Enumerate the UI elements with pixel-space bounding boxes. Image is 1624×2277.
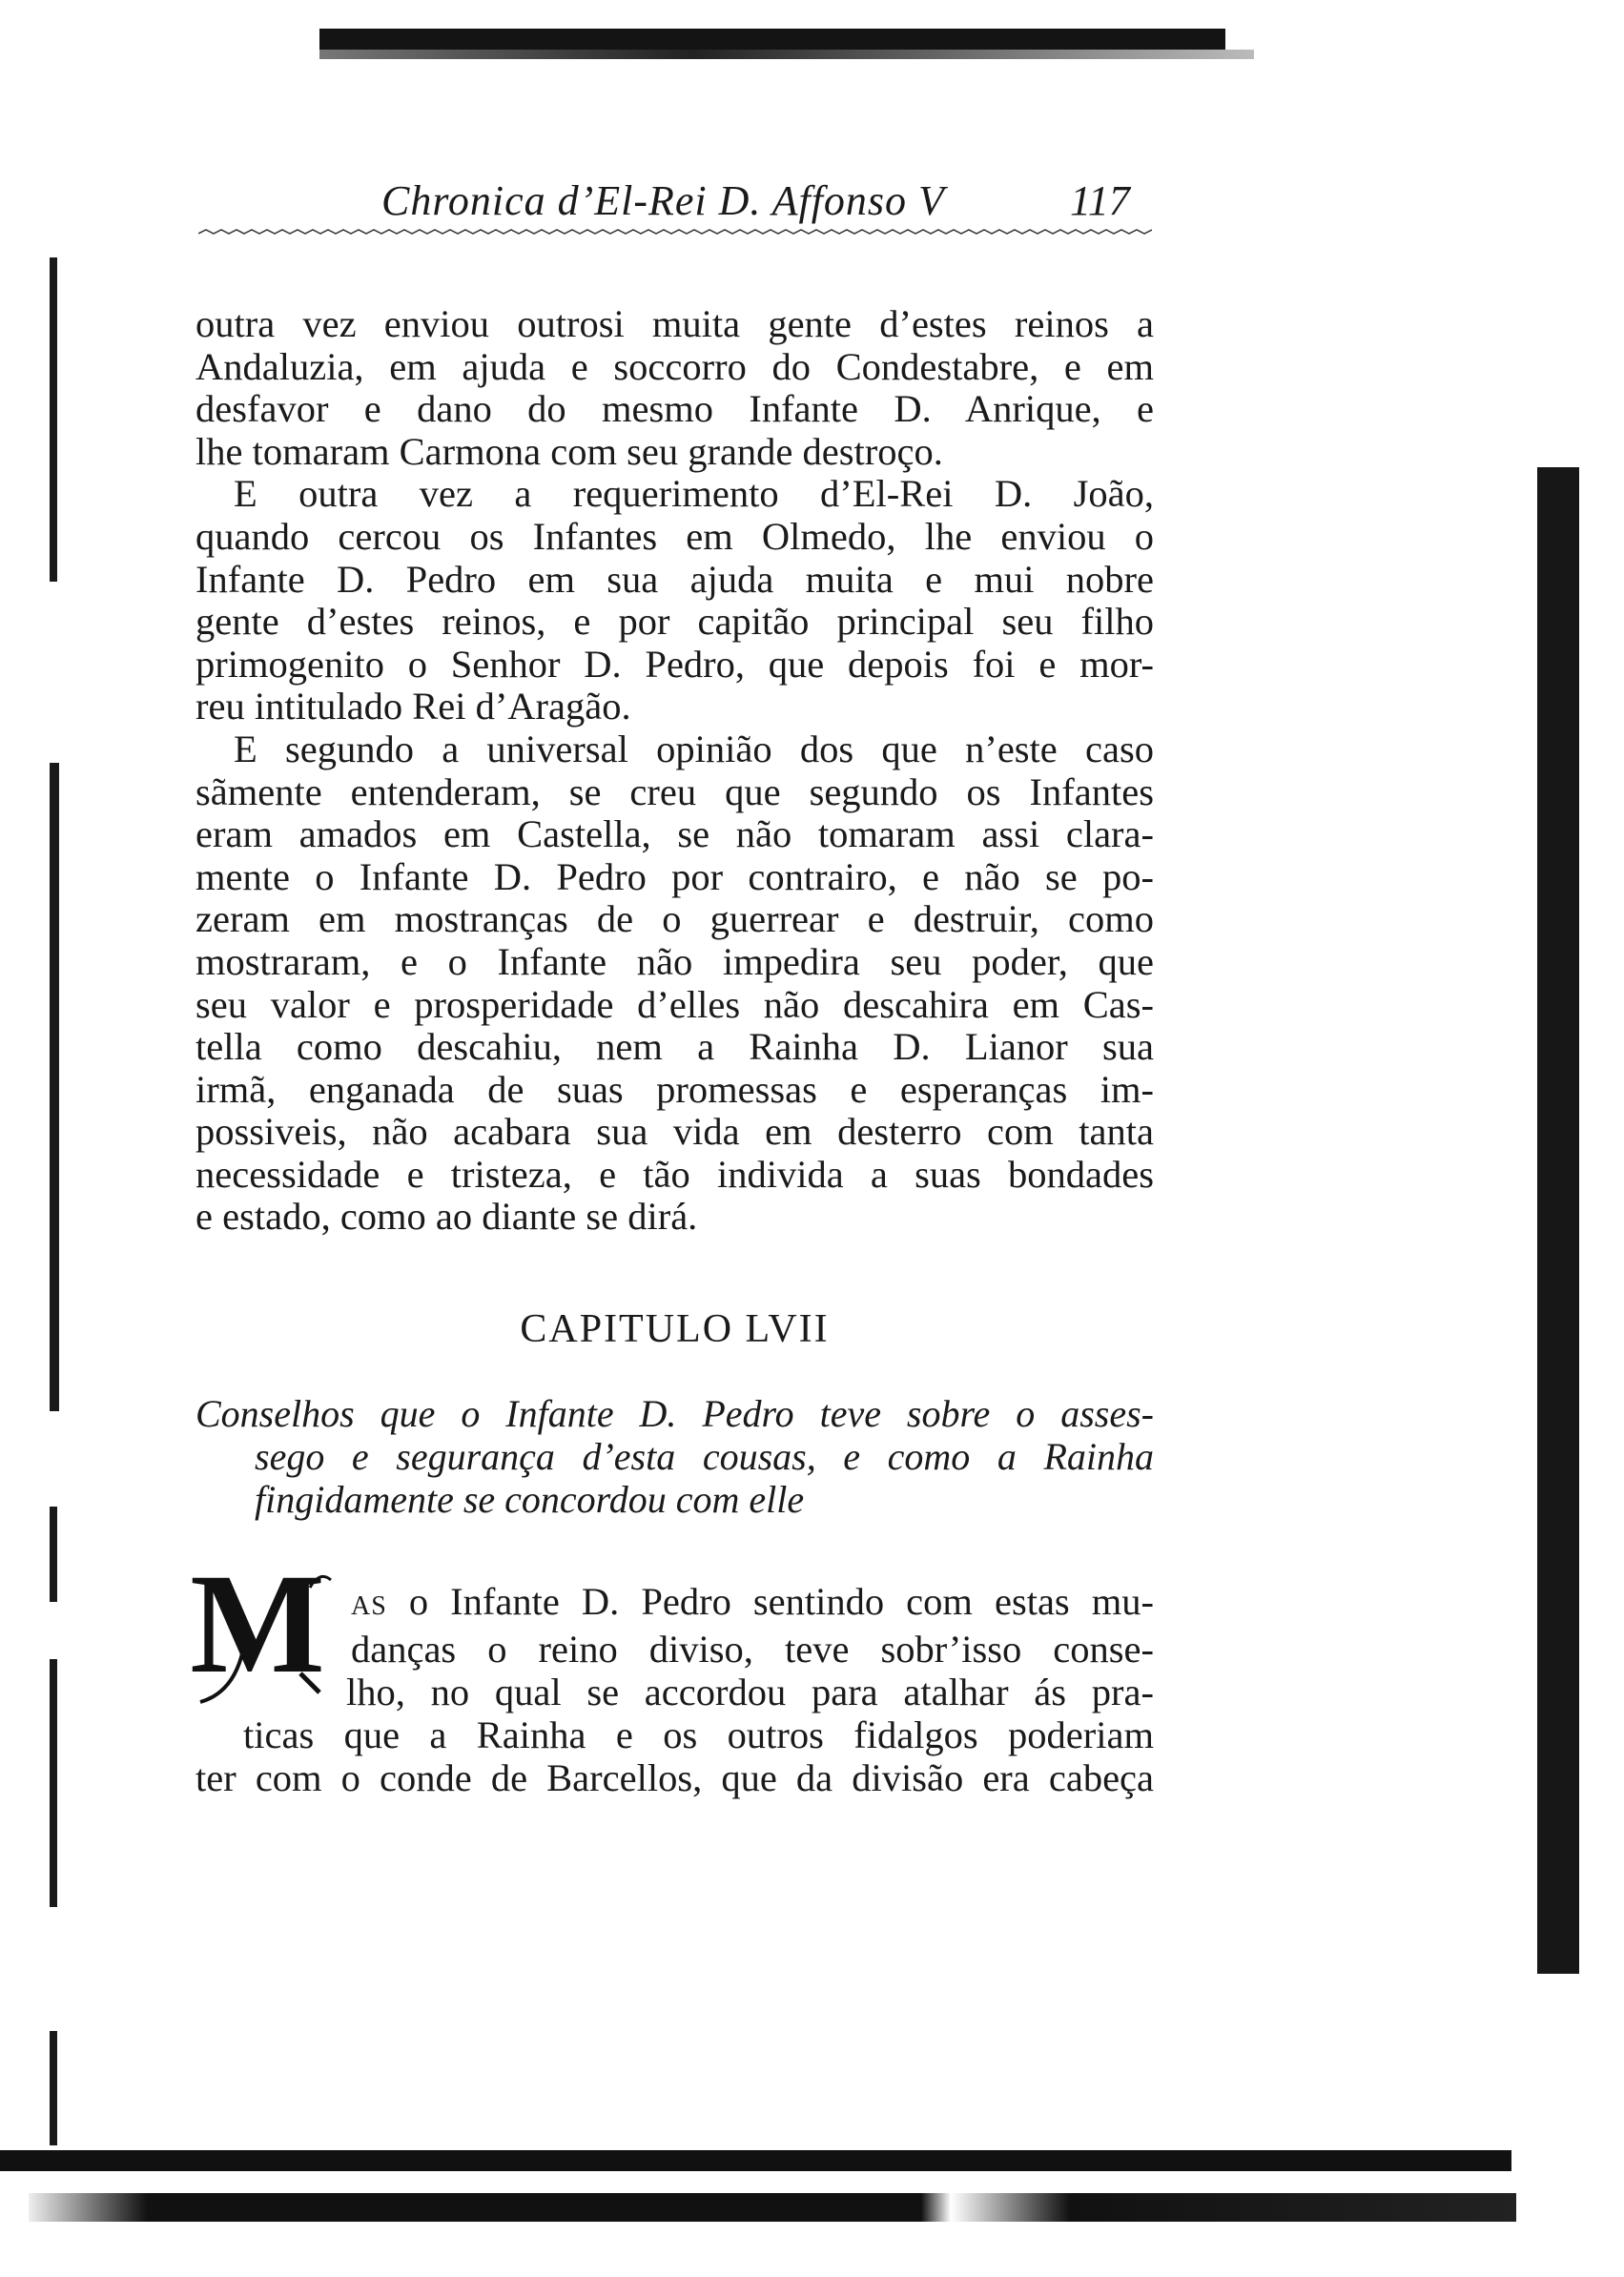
page-number: 117 xyxy=(1070,177,1130,224)
scan-edge-left-4 xyxy=(50,1659,57,1907)
chapter-heading: CAPITULO LVII xyxy=(520,1307,830,1351)
summary-line: fingidamente se concordou com elle xyxy=(255,1478,805,1521)
body-line: mostraram, e o Infante não impedira seu poder, que xyxy=(195,939,1154,983)
page-header xyxy=(200,176,1154,234)
body-line: E segundo a universal opinião dos que n’este caso xyxy=(234,727,1154,770)
body-line: tella como descahiu, nem a Rainha D. Lianor sua xyxy=(195,1025,1154,1069)
opening-line: lho, no qual se accordou para atalhar ás pra- xyxy=(346,1671,1154,1713)
body-line: Andaluzia, em ajuda e soccorro do Condestabre, e em xyxy=(195,344,1154,388)
body-line: zeram em mostranças de o guerrear e destruir, como xyxy=(195,897,1154,941)
body-line: Infante D. Pedro em sua ajuda muita e mui nobre xyxy=(195,557,1154,601)
opening-line-text: o Infante D. Pedro sentindo com estas mu- xyxy=(386,1580,1154,1623)
body-text xyxy=(195,303,1154,1239)
body-line: seu valor e prosperidade d’elles não descahira em Cas- xyxy=(195,982,1154,1026)
opening-small-caps: AS xyxy=(351,1591,387,1621)
scan-edge-top xyxy=(319,29,1225,50)
body-line: E outra vez a requerimento d’El-Rei D. João, xyxy=(234,472,1154,516)
opening-line: ter com o conde de Barcellos, que da divisão era cabeça xyxy=(195,1756,1154,1799)
scan-edge-left-1 xyxy=(50,257,57,582)
summary-line: sego e segurança d’esta cousas, e como a Rainha xyxy=(255,1435,1154,1478)
body-line: reu intitulado Rei d’Aragão. xyxy=(195,685,631,728)
scan-edge-left-2 xyxy=(50,763,59,1411)
body-line: gente d’estes reinos, e por capitão principal seu filho xyxy=(195,600,1154,644)
body-line: irmã, enganada de suas promessas e esperanças im- xyxy=(195,1067,1154,1111)
body-line: eram amados em Castella, se não tomaram assi clara- xyxy=(195,812,1154,856)
body-line: e estado, como ao diante se dirá. xyxy=(195,1195,698,1239)
body-line: outra vez enviou outrosi muita gente d’estes reinos a xyxy=(195,302,1154,345)
running-title: Chronica d’El-Rei D. Affonso V xyxy=(381,177,945,224)
opening-paragraph xyxy=(195,1580,1154,1799)
body-line: sãmente entenderam, se creu que segundo os Infantes xyxy=(195,769,1154,813)
chapter-summary xyxy=(195,1392,1154,1521)
opening-line: danças o reino diviso, teve sobr’isso conse- xyxy=(351,1628,1154,1671)
summary-line: Conselhos que o Infante D. Pedro teve sobre o asses- xyxy=(195,1392,1154,1435)
body-line: possiveis, não acabara sua vida em desterro com tanta xyxy=(195,1110,1154,1154)
scan-edge-bottom-shadow xyxy=(29,2193,1516,2222)
scan-edge-right xyxy=(1537,467,1579,1974)
opening-line xyxy=(195,1580,1154,1628)
body-line: lhe tomaram Carmona com seu grande destroço. xyxy=(195,429,943,473)
body-line: primogenito o Senhor D. Pedro, que depois foi e mor- xyxy=(195,642,1154,686)
body-line: mente o Infante D. Pedro por contrairo, e não se po- xyxy=(195,854,1154,898)
header-rule xyxy=(198,229,1152,238)
body-line: desfavor e dano do mesmo Infante D. Anrique, e xyxy=(195,387,1154,431)
drop-cap-letter: M xyxy=(190,1559,325,1703)
body-line: quando cercou os Infantes em Olmedo, lhe enviou o xyxy=(195,514,1154,558)
body-line: necessidade e tristeza, e tão individa a suas bondades xyxy=(195,1152,1154,1196)
opening-line: ticas que a Rainha e os outros fidalgos poderiam xyxy=(243,1713,1154,1756)
scan-edge-top-shadow xyxy=(319,50,1254,59)
scan-edge-left-3 xyxy=(50,1507,57,1602)
scan-edge-left-5 xyxy=(50,2031,57,2145)
scan-edge-bottom xyxy=(0,2150,1511,2171)
